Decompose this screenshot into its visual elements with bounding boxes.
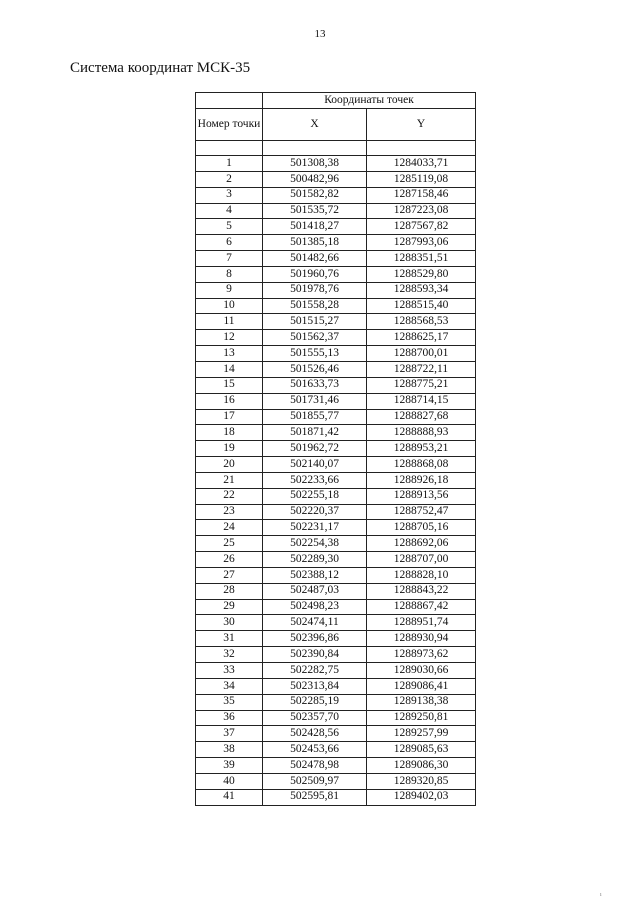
cell-point-number: 21 — [196, 472, 263, 488]
cell-x: 502428,56 — [263, 726, 367, 742]
table-row — [196, 663, 476, 679]
cell-point-number: 32 — [196, 647, 263, 663]
table-row — [196, 583, 476, 599]
cell-point-number: 29 — [196, 599, 263, 615]
cell-y: 1287223,08 — [367, 203, 476, 219]
cell-y: 1289086,41 — [367, 678, 476, 694]
table-row — [196, 266, 476, 282]
table-row — [196, 187, 476, 203]
cell-y: 1288515,40 — [367, 298, 476, 314]
cell-y: 1288707,00 — [367, 552, 476, 568]
table-row — [196, 156, 476, 172]
cell-y: 1288951,74 — [367, 615, 476, 631]
cell-x: 502255,18 — [263, 488, 367, 504]
cell-point-number: 24 — [196, 520, 263, 536]
cell-x: 501535,72 — [263, 203, 367, 219]
cell-y: 1288888,93 — [367, 425, 476, 441]
cell-x: 501515,27 — [263, 314, 367, 330]
cell-point-number: 27 — [196, 567, 263, 583]
cell-x: 501731,46 — [263, 393, 367, 409]
cell-y: 1288868,08 — [367, 457, 476, 473]
cell-point-number: 5 — [196, 219, 263, 235]
cell-x: 502254,38 — [263, 536, 367, 552]
cell-y: 1288714,15 — [367, 393, 476, 409]
cell-x: 501962,72 — [263, 441, 367, 457]
cell-point-number: 35 — [196, 694, 263, 710]
table-row — [196, 631, 476, 647]
cell-y: 1288705,16 — [367, 520, 476, 536]
spacer-cell — [367, 141, 476, 156]
cell-x: 501960,76 — [263, 266, 367, 282]
cell-point-number: 38 — [196, 742, 263, 758]
cell-y: 1288722,11 — [367, 361, 476, 377]
cell-y: 1289030,66 — [367, 663, 476, 679]
cell-point-number: 12 — [196, 330, 263, 346]
cell-x: 502285,19 — [263, 694, 367, 710]
cell-x: 502498,23 — [263, 599, 367, 615]
cell-x: 501555,13 — [263, 346, 367, 362]
cell-x: 502289,30 — [263, 552, 367, 568]
table-row — [196, 567, 476, 583]
spacer-cell — [196, 141, 263, 156]
cell-y: 1288700,01 — [367, 346, 476, 362]
cell-point-number: 41 — [196, 789, 263, 805]
cell-point-number: 18 — [196, 425, 263, 441]
cell-y: 1289250,81 — [367, 710, 476, 726]
cell-y: 1287993,06 — [367, 235, 476, 251]
cell-point-number: 36 — [196, 710, 263, 726]
cell-x: 502390,84 — [263, 647, 367, 663]
cell-point-number: 34 — [196, 678, 263, 694]
cell-y: 1287158,46 — [367, 187, 476, 203]
cell-x: 502388,12 — [263, 567, 367, 583]
table-row — [196, 694, 476, 710]
table-row — [196, 615, 476, 631]
table-row — [196, 330, 476, 346]
table-row — [196, 425, 476, 441]
cell-y: 1288953,21 — [367, 441, 476, 457]
cell-x: 502220,37 — [263, 504, 367, 520]
cell-x: 502357,70 — [263, 710, 367, 726]
cell-y: 1288775,21 — [367, 377, 476, 393]
coordinates-table — [195, 92, 476, 806]
table-header-row — [196, 109, 476, 141]
cell-point-number: 26 — [196, 552, 263, 568]
table-row — [196, 472, 476, 488]
table-row — [196, 536, 476, 552]
table-row — [196, 251, 476, 267]
cell-x: 502231,17 — [263, 520, 367, 536]
cell-y: 1288867,42 — [367, 599, 476, 615]
cell-y: 1288973,62 — [367, 647, 476, 663]
cell-x: 501308,38 — [263, 156, 367, 172]
table-row — [196, 457, 476, 473]
cell-x: 502396,86 — [263, 631, 367, 647]
cell-point-number: 8 — [196, 266, 263, 282]
table-row — [196, 361, 476, 377]
cell-y: 1288913,56 — [367, 488, 476, 504]
table-row — [196, 710, 476, 726]
cell-point-number: 40 — [196, 773, 263, 789]
header-x: X — [263, 109, 367, 141]
cell-y: 1289402,03 — [367, 789, 476, 805]
cell-x: 501526,46 — [263, 361, 367, 377]
cell-x: 501385,18 — [263, 235, 367, 251]
cell-point-number: 16 — [196, 393, 263, 409]
cell-x: 501582,82 — [263, 187, 367, 203]
cell-point-number: 23 — [196, 504, 263, 520]
table-row — [196, 393, 476, 409]
cell-y: 1288843,22 — [367, 583, 476, 599]
page-number: 13 — [314, 28, 326, 40]
cell-y: 1284033,71 — [367, 156, 476, 172]
table-row — [196, 441, 476, 457]
cell-x: 502509,97 — [263, 773, 367, 789]
document-title: Система координат МСК-35 — [70, 60, 251, 76]
table-body — [196, 141, 476, 806]
cell-point-number: 7 — [196, 251, 263, 267]
cell-y: 1288828,10 — [367, 567, 476, 583]
cell-x: 501633,73 — [263, 377, 367, 393]
cell-point-number: 1 — [196, 156, 263, 172]
table-row — [196, 235, 476, 251]
table-row — [196, 298, 476, 314]
table-row — [196, 773, 476, 789]
cell-x: 502487,03 — [263, 583, 367, 599]
cell-x: 501855,77 — [263, 409, 367, 425]
cell-point-number: 10 — [196, 298, 263, 314]
header-point-number: Номер точки — [196, 109, 263, 141]
corner-mark: ı — [600, 892, 602, 898]
cell-y: 1288625,17 — [367, 330, 476, 346]
cell-point-number: 15 — [196, 377, 263, 393]
table-row — [196, 552, 476, 568]
cell-point-number: 22 — [196, 488, 263, 504]
cell-point-number: 14 — [196, 361, 263, 377]
cell-point-number: 9 — [196, 282, 263, 298]
table-spacer-row — [196, 141, 476, 156]
table-row — [196, 758, 476, 774]
header-y: Y — [367, 109, 476, 141]
cell-point-number: 33 — [196, 663, 263, 679]
cell-point-number: 6 — [196, 235, 263, 251]
cell-point-number: 4 — [196, 203, 263, 219]
cell-y: 1288926,18 — [367, 472, 476, 488]
table-row — [196, 520, 476, 536]
cell-y: 1288568,53 — [367, 314, 476, 330]
cell-point-number: 3 — [196, 187, 263, 203]
cell-x: 500482,96 — [263, 171, 367, 187]
cell-y: 1289257,99 — [367, 726, 476, 742]
cell-y: 1288351,51 — [367, 251, 476, 267]
cell-x: 502140,07 — [263, 457, 367, 473]
cell-point-number: 17 — [196, 409, 263, 425]
cell-y: 1289086,30 — [367, 758, 476, 774]
cell-x: 502313,84 — [263, 678, 367, 694]
cell-x: 502595,81 — [263, 789, 367, 805]
table-row — [196, 647, 476, 663]
table-row — [196, 599, 476, 615]
cell-x: 501418,27 — [263, 219, 367, 235]
table-row — [196, 409, 476, 425]
cell-point-number: 25 — [196, 536, 263, 552]
table-row — [196, 219, 476, 235]
cell-point-number: 11 — [196, 314, 263, 330]
table-row — [196, 203, 476, 219]
cell-y: 1288827,68 — [367, 409, 476, 425]
cell-x: 502478,98 — [263, 758, 367, 774]
cell-point-number: 20 — [196, 457, 263, 473]
cell-y: 1287567,82 — [367, 219, 476, 235]
table-row — [196, 726, 476, 742]
cell-y: 1289085,63 — [367, 742, 476, 758]
cell-x: 501978,76 — [263, 282, 367, 298]
cell-y: 1288692,06 — [367, 536, 476, 552]
cell-point-number: 2 — [196, 171, 263, 187]
table-row — [196, 282, 476, 298]
cell-point-number: 19 — [196, 441, 263, 457]
cell-point-number: 30 — [196, 615, 263, 631]
table-row — [196, 504, 476, 520]
table-header-group-row — [196, 93, 476, 109]
cell-x: 501871,42 — [263, 425, 367, 441]
cell-y: 1289138,38 — [367, 694, 476, 710]
cell-y: 1288593,34 — [367, 282, 476, 298]
table-row — [196, 742, 476, 758]
cell-point-number: 28 — [196, 583, 263, 599]
table-row — [196, 377, 476, 393]
cell-y: 1288752,47 — [367, 504, 476, 520]
cell-y: 1288930,94 — [367, 631, 476, 647]
table-row — [196, 314, 476, 330]
cell-x: 501562,37 — [263, 330, 367, 346]
cell-y: 1285119,08 — [367, 171, 476, 187]
cell-x: 501558,28 — [263, 298, 367, 314]
cell-x: 502282,75 — [263, 663, 367, 679]
cell-point-number: 13 — [196, 346, 263, 362]
cell-x: 501482,66 — [263, 251, 367, 267]
header-coordinates-group: Координаты точек — [263, 93, 476, 109]
cell-y: 1288529,80 — [367, 266, 476, 282]
cell-x: 502233,66 — [263, 472, 367, 488]
header-empty-cell — [196, 93, 263, 109]
table-row — [196, 678, 476, 694]
table-row — [196, 171, 476, 187]
table-row — [196, 488, 476, 504]
cell-point-number: 31 — [196, 631, 263, 647]
table-row — [196, 789, 476, 805]
cell-x: 502474,11 — [263, 615, 367, 631]
table-row — [196, 346, 476, 362]
spacer-cell — [263, 141, 367, 156]
cell-x: 502453,66 — [263, 742, 367, 758]
cell-point-number: 39 — [196, 758, 263, 774]
cell-y: 1289320,85 — [367, 773, 476, 789]
cell-point-number: 37 — [196, 726, 263, 742]
